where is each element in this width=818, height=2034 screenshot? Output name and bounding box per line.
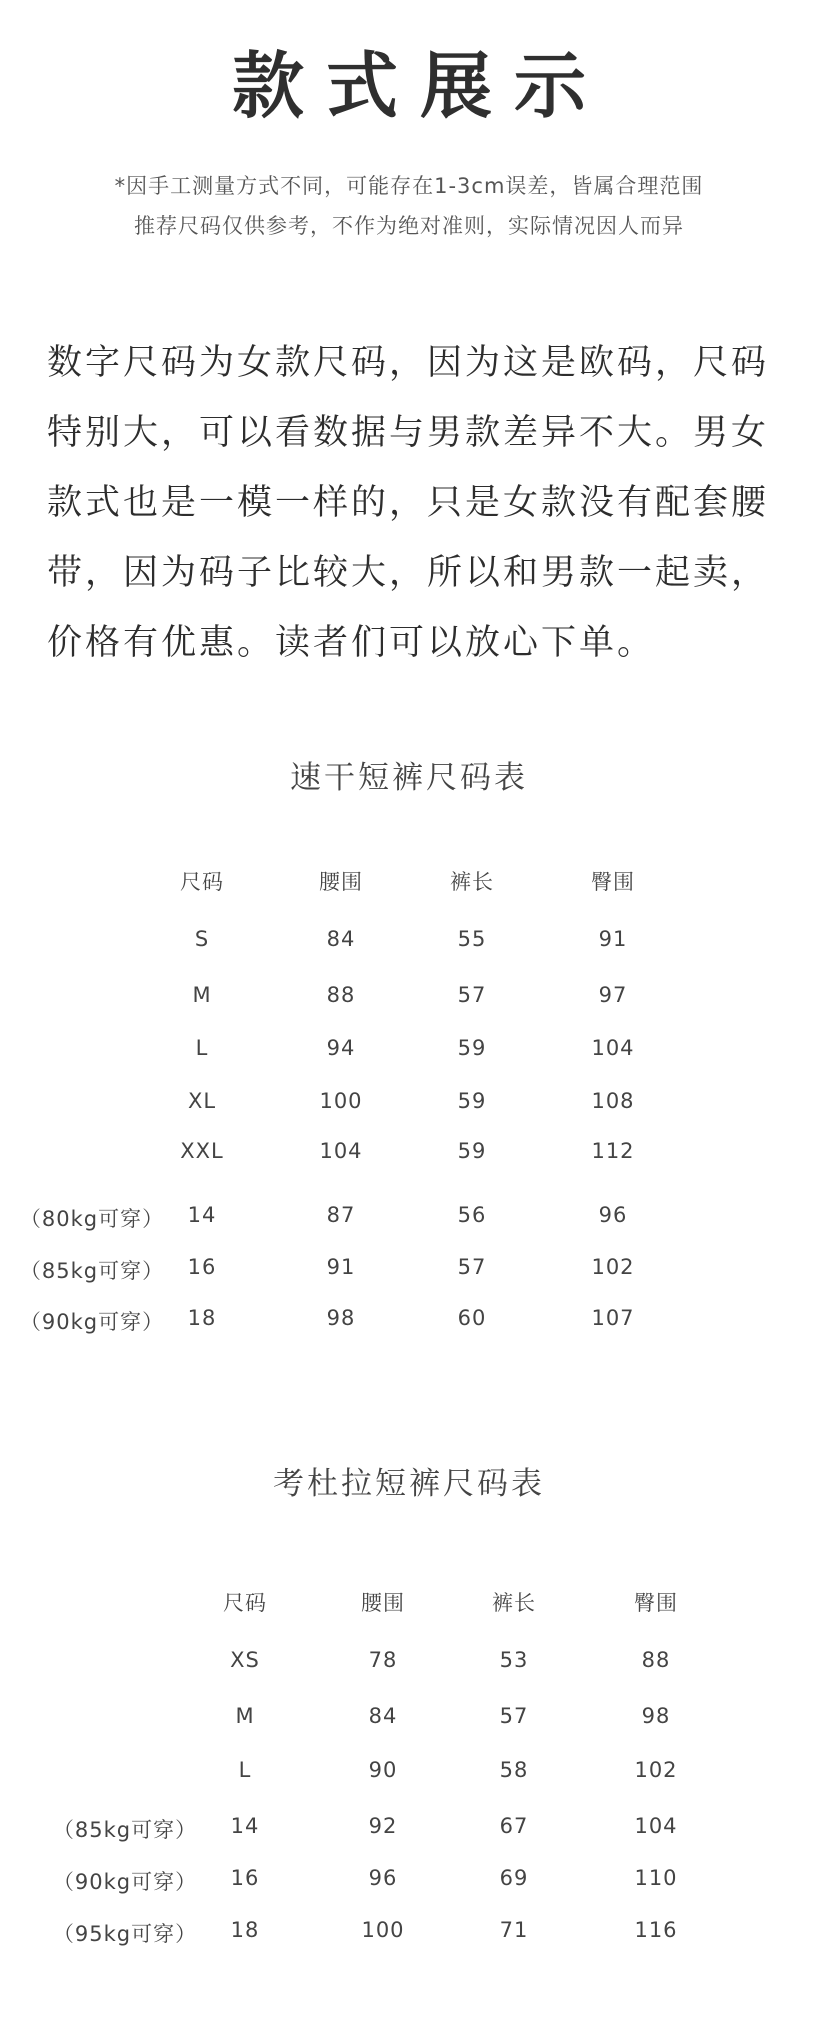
hip-cell: 98 <box>641 1704 671 1728</box>
waist-cell: 92 <box>368 1814 398 1838</box>
size-cell: 18 <box>187 1306 217 1330</box>
length-cell: 69 <box>499 1866 529 1890</box>
length-cell: 60 <box>457 1306 487 1330</box>
hip-cell: 104 <box>634 1814 678 1838</box>
length-header: 裤长 <box>450 870 494 894</box>
hip-cell: 102 <box>634 1758 678 1782</box>
description-line: 带，因为码子比较大，所以和男款一起卖， <box>47 553 770 593</box>
size-header: 尺码 <box>223 1591 267 1615</box>
length-cell: 67 <box>499 1814 529 1838</box>
size-cell: L <box>195 1036 209 1060</box>
hip-cell: 102 <box>591 1255 635 1279</box>
quick-dry-table-title: 速干短裤尺码表 <box>290 760 528 796</box>
size-cell: M <box>235 1704 255 1728</box>
weight-label: （90kg可穿） <box>52 1870 198 1894</box>
hip-cell: 97 <box>598 983 628 1007</box>
description-line: 价格有优惠。读者们可以放心下单。 <box>47 623 656 663</box>
waist-cell: 87 <box>326 1203 356 1227</box>
description-line: 数字尺码为女款尺码，因为这是欧码，尺码 <box>47 343 770 383</box>
size-header: 尺码 <box>180 870 224 894</box>
waist-cell: 84 <box>368 1704 398 1728</box>
length-cell: 53 <box>499 1648 529 1672</box>
waist-cell: 84 <box>326 927 356 951</box>
size-cell: 14 <box>230 1814 260 1838</box>
hip-cell: 110 <box>634 1866 678 1890</box>
waist-cell: 100 <box>319 1089 363 1113</box>
recommendation-note: 推荐尺码仅供参考，不作为绝对准则，实际情况因人而异 <box>134 214 684 238</box>
page-title: 款式展示 <box>231 44 608 128</box>
waist-cell: 100 <box>361 1918 405 1942</box>
length-cell: 57 <box>457 983 487 1007</box>
size-cell: 16 <box>230 1866 260 1890</box>
weight-label: （95kg可穿） <box>52 1922 198 1946</box>
size-cell: L <box>238 1758 252 1782</box>
hip-header: 臀围 <box>591 870 635 894</box>
hip-cell: 88 <box>641 1648 671 1672</box>
measurement-note: *因手工测量方式不同，可能存在1-3cm误差，皆属合理范围 <box>114 174 704 198</box>
weight-label: （85kg可穿） <box>19 1259 165 1283</box>
waist-cell: 96 <box>368 1866 398 1890</box>
hip-cell: 112 <box>591 1139 635 1163</box>
size-description <box>47 328 787 678</box>
waist-cell: 91 <box>326 1255 356 1279</box>
waist-cell: 90 <box>368 1758 398 1782</box>
weight-label: （85kg可穿） <box>52 1818 198 1842</box>
length-cell: 58 <box>499 1758 529 1782</box>
description-line: 款式也是一模一样的，只是女款没有配套腰 <box>47 483 770 523</box>
size-cell: XS <box>230 1648 260 1672</box>
waist-cell: 104 <box>319 1139 363 1163</box>
size-cell: 16 <box>187 1255 217 1279</box>
size-cell: S <box>194 927 210 951</box>
hip-cell: 91 <box>598 927 628 951</box>
description-line: 特别大，可以看数据与男款差异不大。男女 <box>47 413 770 453</box>
waist-cell: 98 <box>326 1306 356 1330</box>
waist-cell: 78 <box>368 1648 398 1672</box>
size-cell: XL <box>187 1089 217 1113</box>
waist-header: 腰围 <box>319 870 363 894</box>
hip-cell: 108 <box>591 1089 635 1113</box>
length-cell: 59 <box>457 1089 487 1113</box>
length-cell: 57 <box>457 1255 487 1279</box>
hip-cell: 116 <box>634 1918 678 1942</box>
length-cell: 59 <box>457 1036 487 1060</box>
hip-cell: 104 <box>591 1036 635 1060</box>
waist-cell: 94 <box>326 1036 356 1060</box>
hip-cell: 96 <box>598 1203 628 1227</box>
length-cell: 55 <box>457 927 487 951</box>
size-cell: 18 <box>230 1918 260 1942</box>
size-cell: 14 <box>187 1203 217 1227</box>
length-cell: 56 <box>457 1203 487 1227</box>
waist-header: 腰围 <box>361 1591 405 1615</box>
size-cell: M <box>192 983 212 1007</box>
length-cell: 59 <box>457 1139 487 1163</box>
length-header: 裤长 <box>492 1591 536 1615</box>
weight-label: （80kg可穿） <box>19 1207 165 1231</box>
cordura-table-title: 考杜拉短裤尺码表 <box>273 1466 545 1502</box>
hip-cell: 107 <box>591 1306 635 1330</box>
weight-label: （90kg可穿） <box>19 1310 165 1334</box>
waist-cell: 88 <box>326 983 356 1007</box>
hip-header: 臀围 <box>634 1591 678 1615</box>
length-cell: 71 <box>499 1918 529 1942</box>
size-cell: XXL <box>180 1139 224 1163</box>
length-cell: 57 <box>499 1704 529 1728</box>
